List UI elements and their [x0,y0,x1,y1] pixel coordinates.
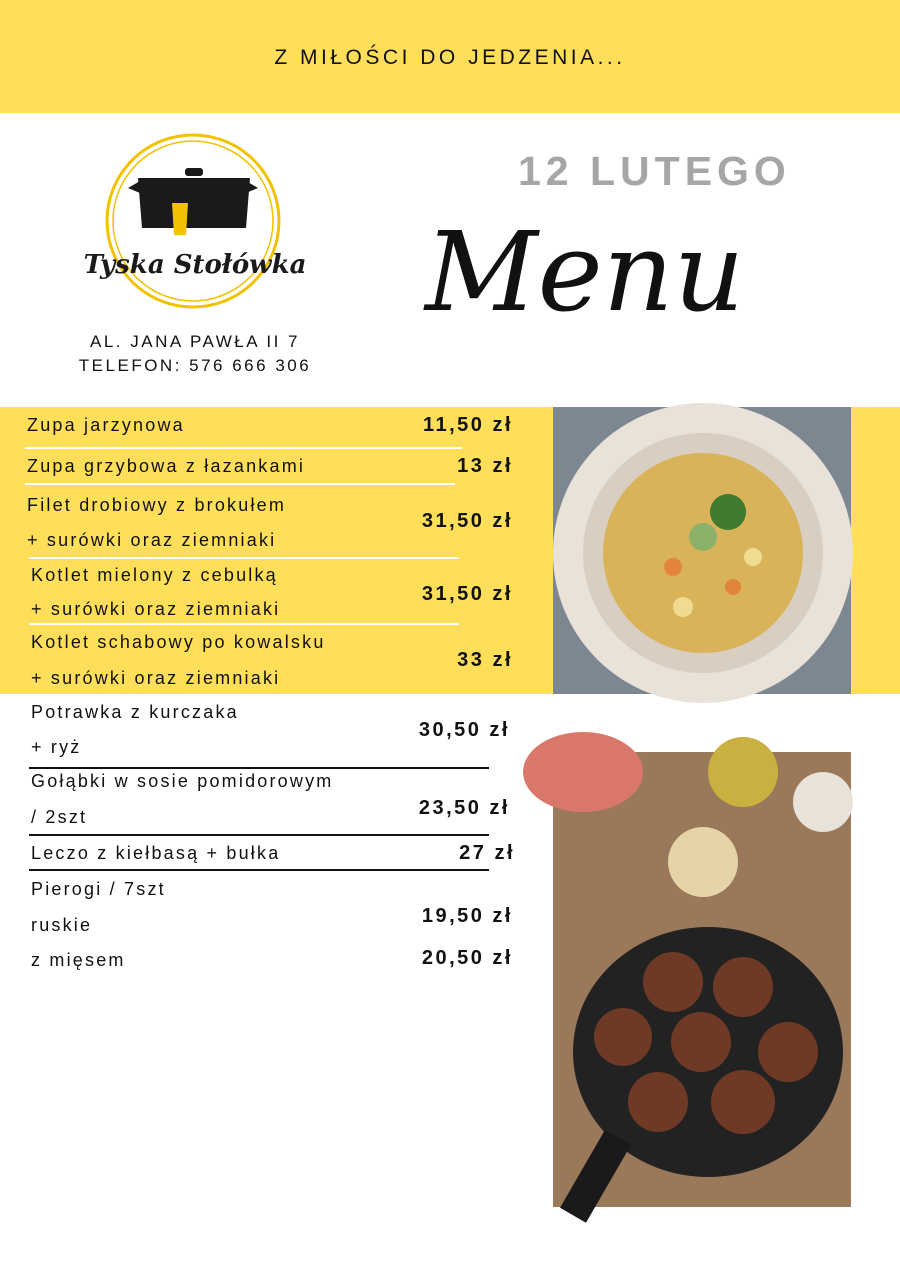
variant-name: z mięsem [31,950,126,970]
logo-text: Tyska Stołówka [83,250,307,280]
item-price: 31,50 zł [421,583,513,605]
item-name: Filet drobiowy z brokułem [27,495,287,515]
item-price: 13 zł [457,455,513,477]
item-price: 33 zł [457,649,513,671]
logo [83,133,307,313]
divider [29,869,489,871]
soup-photo [553,407,851,694]
menu-date: 12 LUTEGO [518,148,791,194]
item-name: Zupa grzybowa z łazankami [27,456,306,476]
divider [29,623,459,625]
address: AL. JANA PAWŁA II 7 [89,332,300,351]
item-price: 27 zł [459,842,515,864]
variant-price: 19,50 zł [421,905,513,927]
item-price: 11,50 zł [422,414,513,436]
item-sub: / 2szt [31,807,88,827]
item-price: 30,50 zł [418,719,510,741]
tagline: Z MIŁOŚCI DO JEDZENIA... [274,46,626,69]
divider [25,483,455,485]
item-name: Zupa jarzynowa [27,415,185,435]
item-name: Pierogi / 7szt [31,879,166,899]
item-name: Kotlet schabowy po kowalsku [31,632,326,652]
item-sub: + surówki oraz ziemniaki [31,668,281,688]
divider [25,447,462,449]
item-sub: + ryż [31,737,82,757]
variant-name: ruskie [31,915,93,935]
meatballs-photo [553,752,851,1207]
menu-title [415,200,745,380]
divider [29,767,489,769]
divider [29,834,489,836]
item-name: Potrawka z kurczaka [31,702,239,722]
divider [29,557,459,559]
item-price: 23,50 zł [418,797,510,819]
item-price: 31,50 zł [421,510,513,532]
svg-text:Menu: Menu [425,208,745,336]
item-name: Gołąbki w sosie pomidorowym [31,771,334,791]
item-name: Kotlet mielony z cebulką [31,565,278,585]
variant-price: 20,50 zł [421,947,513,969]
item-sub: + surówki oraz ziemniaki [27,530,277,550]
phone: TELEFON: 576 666 306 [78,356,312,375]
item-sub: + surówki oraz ziemniaki [31,599,281,619]
item-name: Leczo z kiełbasą + bułka [31,843,281,863]
